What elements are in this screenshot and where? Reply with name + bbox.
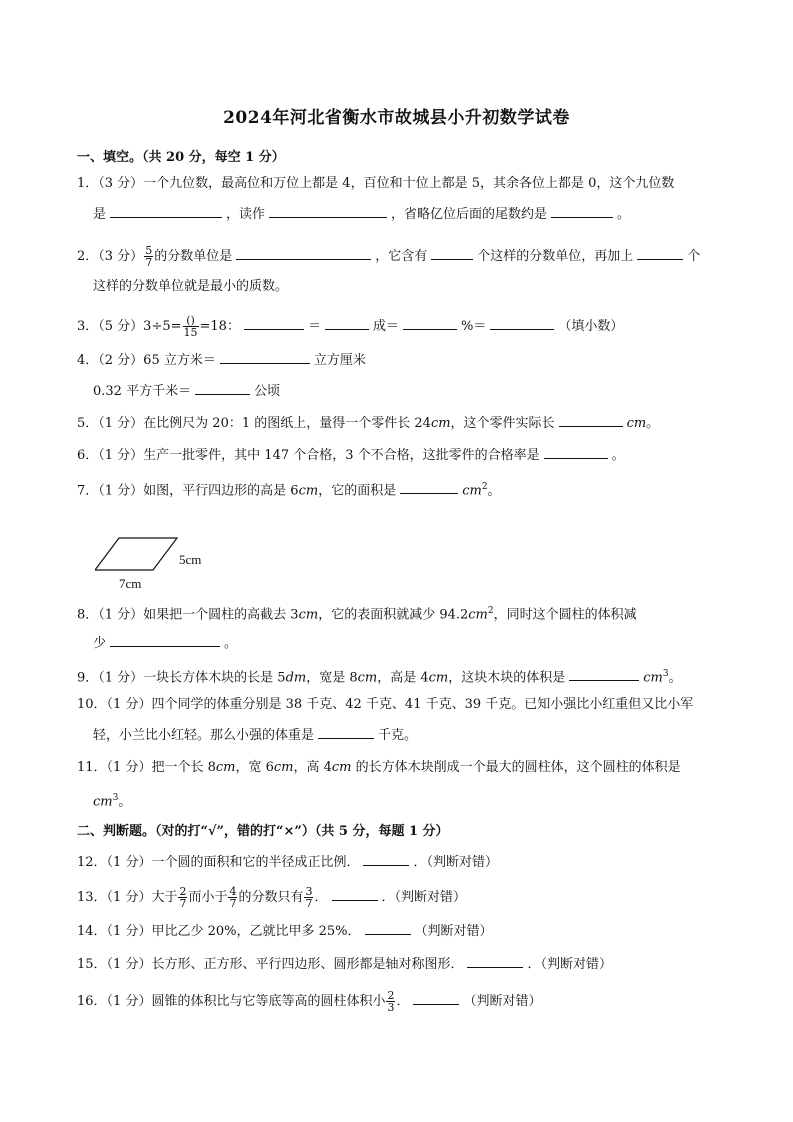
- parallelogram-shape: [95, 538, 177, 570]
- answer-blank[interactable]: [332, 888, 378, 901]
- answer-blank[interactable]: [559, 414, 623, 427]
- question-16: 16．（1 分）圆锥的体积比与它等底等高的圆柱体积小 $\frac{2}{3}$ ． （判断对错）: [77, 989, 542, 1014]
- answer-blank[interactable]: [365, 922, 411, 935]
- fraction: $\frac{()}{15}$: [183, 314, 198, 339]
- answer-blank[interactable]: [220, 351, 310, 364]
- fraction: $\frac{2}{7}$: [179, 885, 187, 910]
- base-label: 7cm: [119, 576, 142, 591]
- answer-blank[interactable]: [569, 668, 639, 681]
- question-7: 7．（1 分）如图，平行四边形的高是 6cm，它的面积是 $cm^2$。: [77, 482, 501, 499]
- question-8-line-1: 8．（1 分）如果把一个圆柱的高截去 3cm，它的表面积就减少 $94.2cm^2$，同时这个圆柱的体积减: [77, 606, 637, 623]
- answer-blank[interactable]: [236, 247, 371, 260]
- question-10-line-1: 10．（1 分）四个同学的体重分别是 38 千克、42 千克、41 千克、39 千克。已知小强比小红重但又比小军: [77, 697, 694, 712]
- section-heading-true-false: 二、判断题。（对的打“√”，错的打“×”）（共 5 分，每题 1 分）: [77, 824, 449, 839]
- question-10-line-2: 轻，小兰比小红轻。那么小强的体重是 千克。: [93, 728, 418, 743]
- question-4-line-2: 0.32 平方千米＝ 公顷: [93, 384, 281, 399]
- answer-blank[interactable]: [110, 205, 222, 218]
- answer-blank[interactable]: [551, 205, 613, 218]
- answer-blank[interactable]: [490, 317, 554, 330]
- question-11-line-2: $cm^3$。: [93, 793, 132, 810]
- answer-blank[interactable]: [431, 247, 473, 260]
- answer-blank[interactable]: [413, 992, 459, 1005]
- question-5: 5．（1 分）在比例尺为 20：1 的图纸上，量得一个零件长 24cm，这个零件实际长 cm。: [77, 416, 660, 431]
- answer-blank[interactable]: [318, 726, 374, 739]
- answer-blank[interactable]: [637, 247, 683, 260]
- question-8-line-2: 少 。: [93, 636, 238, 651]
- answer-blank[interactable]: [363, 853, 409, 866]
- question-2-line-1: 2．（3 分） $\frac{5}{7}$ 的分数单位是 ，它含有 个这样的分数单位，再加上 个: [77, 244, 701, 269]
- question-13: 13．（1 分）大于 $\frac{2}{7}$ 而小于 $\frac{4}{7}$ 的分数只有 $\frac{3}{7}$ ． ．（判断对错）: [77, 885, 467, 910]
- question-14: 14．（1 分）甲比乙少 20%，乙就比甲多 25%． （判断对错）: [77, 924, 493, 939]
- parallelogram-figure: [95, 536, 225, 596]
- section-heading-fill-in: 一、填空。（共 20 分，每空 1 分）: [77, 150, 285, 165]
- fraction: $\frac{4}{7}$: [229, 885, 237, 910]
- answer-blank[interactable]: [403, 317, 457, 330]
- answer-blank[interactable]: [244, 317, 304, 330]
- question-1-line-1: 1．（3 分）一个九位数，最高位和万位上都是 4，百位和十位上都是 5，其余各位上都是 0，这个九位数: [77, 176, 675, 191]
- side-label: 5cm: [179, 552, 202, 567]
- answer-blank[interactable]: [110, 634, 220, 647]
- answer-blank[interactable]: [467, 955, 523, 968]
- question-9: 9．（1 分）一块长方体木块的长是 5dm，宽是 8cm，高是 4cm，这块木块的体积是 $cm^3$。: [77, 669, 682, 686]
- fraction: $\frac{5}{7}$: [145, 244, 153, 269]
- answer-blank[interactable]: [544, 446, 608, 459]
- page-title: 2024年河北省衡水市故城县小升初数学试卷: [223, 108, 570, 128]
- answer-blank[interactable]: [400, 481, 458, 494]
- question-15: 15．（1 分）长方形、正方形、平行四边形、圆形都是轴对称图形． ．（判断对错）: [77, 957, 612, 972]
- question-4-line-1: 4．（2 分）65 立方米＝ 立方厘米: [77, 353, 366, 368]
- answer-blank[interactable]: [195, 382, 250, 395]
- answer-blank[interactable]: [325, 317, 369, 330]
- answer-blank[interactable]: [269, 205, 387, 218]
- question-11-line-1: 11．（1 分）把一个长 8cm，宽 6cm，高 4cm 的长方体木块削成一个最大的圆柱体，这个圆柱的体积是: [77, 760, 681, 775]
- fraction: $\frac{3}{7}$: [305, 885, 313, 910]
- fraction: $\frac{2}{3}$: [387, 989, 395, 1014]
- parallelogram-diagram: [95, 536, 225, 592]
- question-12: 12．（1 分）一个圆的面积和它的半径成正比例． ．（判断对错）: [77, 855, 498, 870]
- question-2-line-2: 这样的分数单位就是最小的质数。: [93, 279, 289, 294]
- question-1-line-2: 是 ，读作 ，省略亿位后面的尾数约是 。: [93, 207, 631, 222]
- question-3: 3．（5 分）3÷5= $\frac{()}{15}$ =18： ＝ 成＝ %＝ （填小数）: [77, 314, 624, 339]
- question-6: 6．（1 分）生产一批零件，其中 147 个合格，3 个不合格，这批零件的合格率是 。: [77, 448, 625, 463]
